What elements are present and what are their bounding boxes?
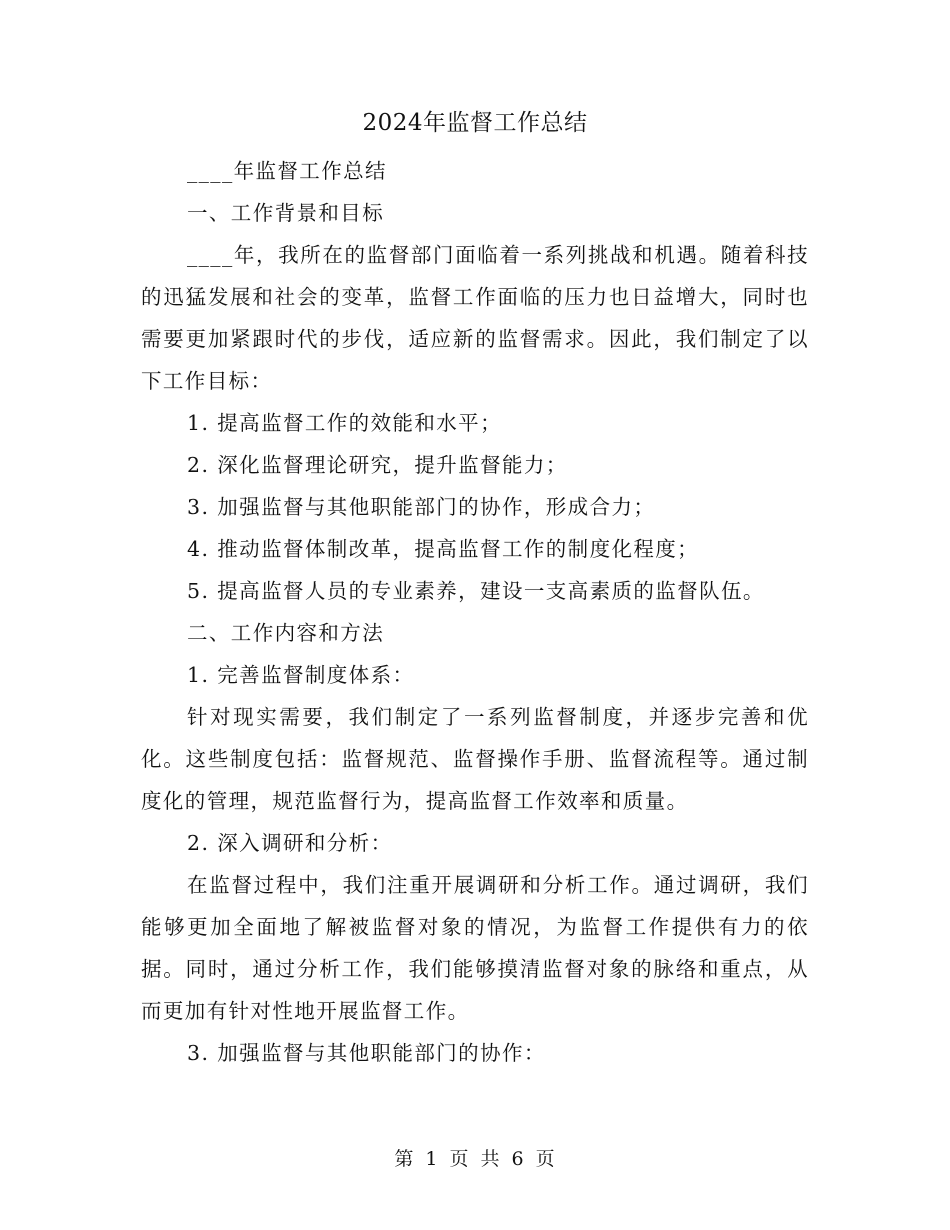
section-heading: 一、工作背景和目标 xyxy=(187,201,385,225)
section-heading: 二、工作内容和方法 xyxy=(187,621,385,645)
page-footer: 第 1 页 共 6 页 xyxy=(394,1148,556,1170)
list-item: 2. 深化监督理论研究，提升监督能力； xyxy=(187,453,568,477)
list-item: 1. 提高监督工作的效能和水平； xyxy=(187,411,502,435)
subtitle-line: ____年监督工作总结 xyxy=(187,159,387,183)
body-paragraph: 在监督过程中，我们注重开展调研和分析工作。通过调研，我们能够更加全面地了解被监督对象的情况，为监督工作提供有力的依据。同时，通过分析工作，我们能够摸清监督对象的脉络和重点，从而更加有针对性地开展监督工作。 xyxy=(141,873,809,1023)
body-paragraph: 针对现实需要，我们制定了一系列监督制度，并逐步完善和优化。这些制度包括：监督规范、监督操作手册、监督流程等。通过制度化的管理，规范监督行为，提高监督工作效率和质量。 xyxy=(141,705,809,813)
list-item: 5. 提高监督人员的专业素养，建设一支高素质的监督队伍。 xyxy=(187,579,765,603)
subsection-heading: 2. 深入调研和分析： xyxy=(187,831,393,855)
document-title: 2024年监督工作总结 xyxy=(362,110,588,136)
document-body xyxy=(141,150,809,1074)
list-item: 3. 加强监督与其他职能部门的协作，形成合力； xyxy=(187,495,656,519)
list-item: 4. 推动监督体制改革，提高监督工作的制度化程度； xyxy=(187,537,700,561)
subsection-heading: 3. 加强监督与其他职能部门的协作： xyxy=(187,1041,546,1065)
body-paragraph: ____年，我所在的监督部门面临着一系列挑战和机遇。随着科技的迅猛发展和社会的变革，监督工作面临的压力也日益增大，同时也需要更加紧跟时代的步伐，适应新的监督需求。因此，我们制定了以下工作目标： xyxy=(141,243,809,393)
subsection-heading: 1. 完善监督制度体系： xyxy=(187,663,415,687)
